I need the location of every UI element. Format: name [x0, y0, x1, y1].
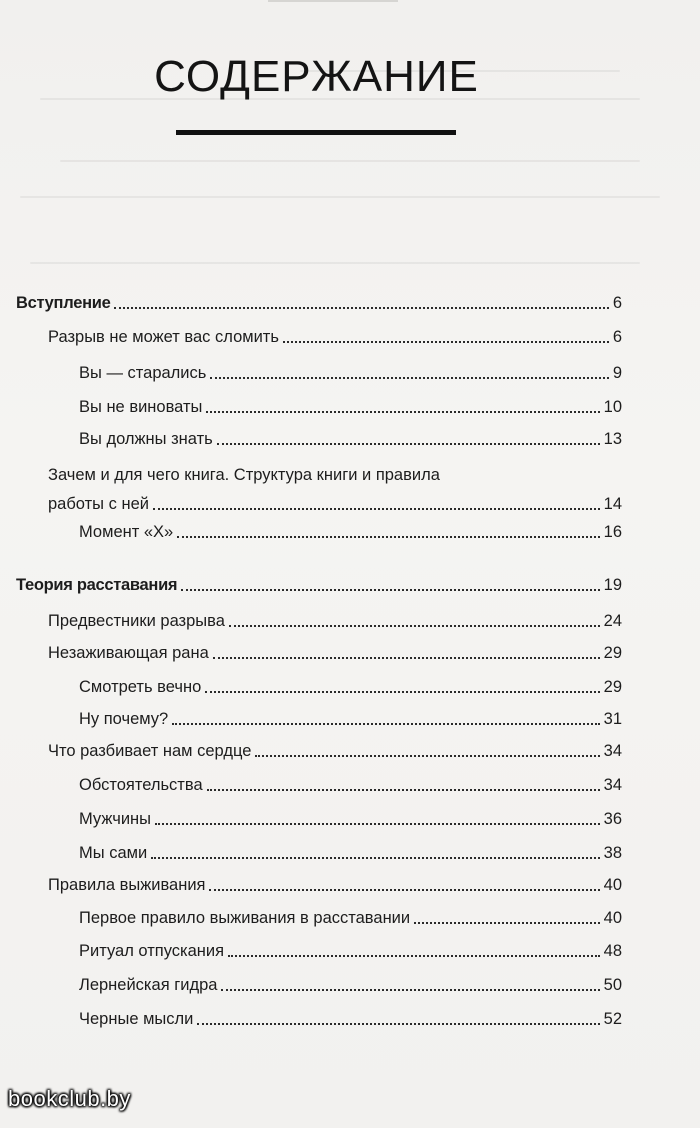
toc-page-number: 19 [603, 576, 622, 594]
toc-entry-label: Вступление [16, 294, 111, 312]
toc-entry-label: Момент «Х» [79, 523, 174, 541]
toc-entry [79, 775, 622, 796]
watermark: bookclub.by [8, 1086, 131, 1111]
toc-entry-label: Вы должны знать [79, 430, 213, 448]
toc-entry [48, 643, 622, 664]
toc-page-number: 34 [603, 742, 622, 760]
toc-page-number: 40 [603, 909, 622, 927]
leader-dots [217, 443, 600, 445]
toc-entry-label: Первое правило выживания в расставании [79, 909, 411, 927]
toc-entry [48, 611, 622, 632]
leader-dots [283, 341, 609, 343]
leader-dots [210, 377, 608, 379]
leader-dots [114, 307, 608, 309]
leader-dots [181, 589, 599, 591]
leader-dots [205, 691, 599, 693]
toc-entry [79, 809, 622, 830]
toc-page-number: 10 [603, 398, 622, 416]
toc-page-number: 14 [603, 495, 622, 513]
toc-page-number: 16 [603, 523, 622, 541]
toc-entry-label: Мы сами [79, 844, 148, 862]
toc-entry-label: Вы — старались [79, 364, 207, 382]
toc-entry-label: Вы не виноваты [79, 398, 203, 416]
toc-entry-label: Теория расставания [16, 576, 178, 594]
toc-entry [79, 677, 622, 698]
toc-page-number: 24 [603, 612, 622, 630]
toc-entry-label: Правила выживания [48, 876, 206, 894]
toc-entry [79, 429, 622, 450]
toc-entry-label: работы с ней [48, 495, 149, 513]
toc-entry [79, 975, 622, 996]
toc-page-number: 29 [603, 644, 622, 662]
toc-entry [16, 293, 622, 314]
toc-entry [79, 908, 622, 929]
toc-page-number: 9 [612, 364, 622, 382]
leader-dots [197, 1023, 599, 1025]
toc-page-number: 34 [603, 776, 622, 794]
toc-entry-label: Разрыв не может вас сломить [48, 328, 279, 346]
toc-entry-label: Обстоятельства [79, 776, 203, 794]
page-title: СОДЕРЖАНИЕ [154, 52, 479, 101]
toc-entry-label: Черные мысли [79, 1010, 194, 1028]
toc-page-number: 50 [603, 976, 622, 994]
toc-entry-label: Мужчины [79, 810, 152, 828]
toc-entry [79, 1009, 622, 1030]
toc-entry [79, 363, 622, 384]
toc-entry [79, 843, 622, 864]
toc-entry [79, 522, 622, 543]
leader-dots [213, 657, 600, 659]
leader-dots [207, 789, 600, 791]
toc-page-number: 29 [603, 678, 622, 696]
toc-entry-label: Ритуал отпускания [79, 942, 225, 960]
toc-entry [16, 575, 622, 596]
toc-entry [48, 465, 622, 515]
leader-dots [172, 723, 599, 725]
toc-page-number: 48 [603, 942, 622, 960]
leader-dots [221, 989, 599, 991]
toc-entry [79, 397, 622, 418]
toc-entry [79, 941, 622, 962]
leader-dots [229, 625, 600, 627]
toc-entry-label: Зачем и для чего книга. Структура книги и правила [48, 466, 440, 484]
toc-page-number: 6 [612, 328, 622, 346]
leader-dots [155, 823, 600, 825]
leader-dots [414, 922, 600, 924]
leader-dots [228, 955, 600, 957]
leader-dots [206, 411, 599, 413]
toc-entry [48, 327, 622, 348]
toc-page-number: 36 [603, 810, 622, 828]
toc-page-number: 6 [612, 294, 622, 312]
leader-dots [151, 857, 599, 859]
toc-entry-label: Предвестники разрыва [48, 612, 225, 630]
toc-entry [79, 709, 622, 730]
toc-entry-label: Незаживающая рана [48, 644, 209, 662]
leader-dots [177, 536, 599, 538]
toc-entry [48, 741, 622, 762]
leader-dots [255, 755, 599, 757]
toc-entry [48, 875, 622, 896]
toc-page-number: 31 [603, 710, 622, 728]
toc-entry-label: Смотреть вечно [79, 678, 202, 696]
toc-page-number: 13 [603, 430, 622, 448]
toc-entry-label: Лернейская гидра [79, 976, 218, 994]
toc-page-number: 38 [603, 844, 622, 862]
toc-page-number: 40 [603, 876, 622, 894]
toc-page-number: 52 [603, 1010, 622, 1028]
toc-entry-label: Что разбивает нам сердце [48, 742, 252, 760]
leader-dots [153, 508, 600, 510]
leader-dots [209, 889, 599, 891]
toc-entry-label: Ну почему? [79, 710, 169, 728]
